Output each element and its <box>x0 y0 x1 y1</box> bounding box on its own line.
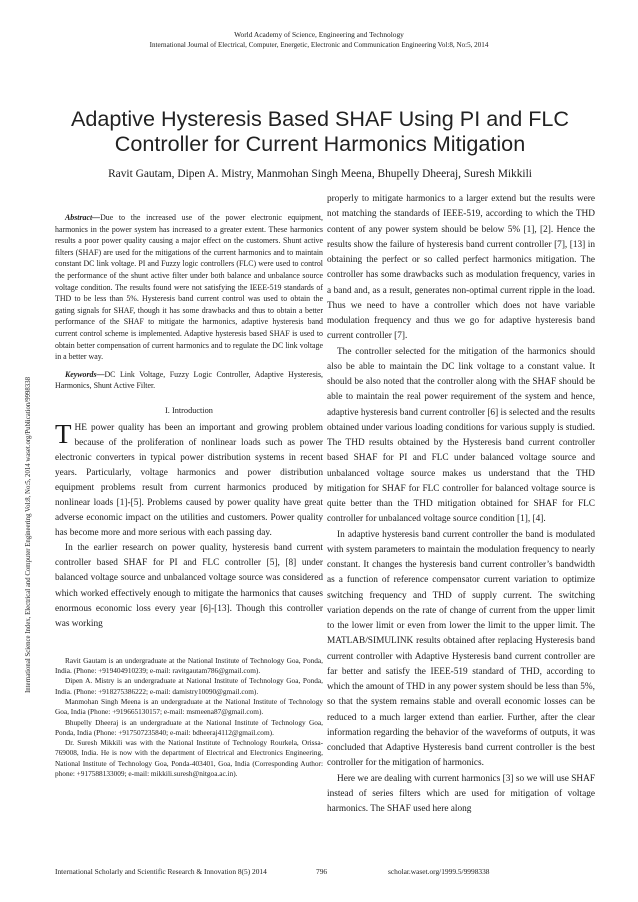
footnote: Dr. Suresh Mikkili was with the National Institute of Technology Rourkela, Orissa-769008, India. He is now with the department of Electrical and Electronics Engineering, National Institute of Technology Goa, Ponda-403401, Goa, India (Corresponding Author: phone: +917588133009; e-mail: mikkili.suresh@nitgoa.ac.in). <box>55 738 323 779</box>
footnote: Manmohan Singh Meena is an undergraduate at the National Institute of Technology Goa, India (Phone: +919665130157; e-mail: msmeena87@gmail.com). <box>55 697 323 717</box>
abstract <box>55 212 323 363</box>
left-column <box>55 200 323 779</box>
keywords <box>55 369 323 392</box>
right-paragraph: properly to mitigate harmonics to a larger extend but the results were not matching the standards of IEEE-519, according to which the THD content of any power system should be below 5% [1], [2]. Hence the results show the failure of hysteresis band current controller [7], [13] in obtaining the perfect or so called perfect harmonics mitigation. The controller has some drawbacks such as modulation frequency, varies in a band and, as a result, generates non-optimal current ripple in the load. Thus we need to have a controller which does not have variable modulation frequency and thus we go for adaptive hysteresis band current controller [7]. <box>327 194 595 342</box>
paper-title: Adaptive Hysteresis Based SHAF Using PI and FLC Controller for Current Harmonics Mitigation <box>70 106 570 156</box>
drop-cap: T <box>55 418 72 449</box>
footnote: Dipen A. Mistry is an undergraduate at National Institute of Technology Goa, Ponda, India. (Phone: +918275386222; e-mail: damistry10090@gmail.com). <box>55 676 323 696</box>
section-heading-introduction: I. Introduction <box>165 405 213 415</box>
intro-paragraph-1-text: HE power quality has been an important and growing problem because of the proliferation of nonlinear loads such as power electronic converters in typical power distribution systems in recent years. Particularly, voltage harmonics and power distribution equipment problems result from current harmonics produced by nonlinear loads [1]-[5]. Problems caused by power quality have great adverse economic impact on the utilities and customers. Power quality has become more and more serious with each passing day. <box>55 422 323 539</box>
sidebar-citation: International Science Index, Electrical and Computer Engineering Vol:8, No:5, 2014 waset.org/Publication/9998338 <box>25 377 32 693</box>
footer-journal: International Scholarly and Scientific Research & Innovation 8(5) 2014 <box>55 867 267 876</box>
author-footnotes <box>55 656 323 780</box>
page-number: 796 <box>316 867 328 876</box>
journal-header-line2: International Journal of Electrical, Computer, Energetic, Electronic and Communication Engineering Vol:8, No:5, 2014 <box>149 41 489 49</box>
right-paragraph: The controller selected for the mitigation of the harmonics should also be able to maintain the DC link voltage to a constant value. It should be also noted that the controller along with the SHAF should be able to maintain the real power requirement of the system and hence, adaptive hysteresis band current controller [6] is selected and the results obtained under various loading conditions for various supply is studied. The THD results obtained by the Hysteresis band current controller based SHAF for PI and FLC under balanced voltage source and unbalanced voltage source makes us understand that the THD mitigation for SHAF for FLC controller for balanced voltage source is quite better than the THD mitigation obtained for SHAF for FLC controller for unbalanced voltage source condition [1], [4]. <box>327 346 595 525</box>
right-column <box>327 192 595 817</box>
keywords-label: Keywords— <box>65 369 105 379</box>
keywords-text: DC Link Voltage, Fuzzy Logic Controller, Adaptive Hysteresis, Harmonics, Shunt Active Filter. <box>55 369 323 391</box>
journal-header-line1: World Academy of Science, Engineering and Technology <box>234 30 404 39</box>
footnote: Bhupelly Dheeraj is an undergraduate at the National Institute of Technology Goa, Ponda, India (Phone: +917507235840; e-mail: bdheeraj4112@gmail.com). <box>55 717 323 737</box>
footnote: Ravit Gautam is an undergraduate at the National Institute of Technology Goa, Ponda, India. (Phone: +919404910239; e-mail: ravitgautam786@gmail.com). <box>55 655 323 676</box>
intro-paragraph-1 <box>55 418 323 542</box>
abstract-text: Due to the increased use of the power electronic equipment, harmonics in the power system has increased to a greater extent. These harmonics results a poor power quality causing a major effect on the customers. Shunt active filters (SHAF) are used for the mitigations of the current harmonics and to maintain constant DC link voltage. PI and Fuzzy logic controllers (FLC) were used to control the performance of the shunt active filter under both balance and unbalance source voltage condition. The results found were not satisfying the IEEE-519 standards of THD to be less than 5%. Hysteresis band current control was used to obtain the gating signals for SHAF, though it has some drawbacks and thus to obtain a better performance of the SHAF to mitigate the harmonics, adaptive hysteresis band current control scheme is implemented. Adaptive hysteresis based SHAF is used to obtain better compensation of current harmonics and to regulate the DC link voltage in a better way. <box>55 213 323 362</box>
author-list: Ravit Gautam, Dipen A. Mistry, Manmohan Singh Meena, Bhupelly Dheeraj, Suresh Mikkili <box>108 168 532 180</box>
right-paragraph: In adaptive hysteresis band current controller the band is modulated with system parameters to maintain the modulation frequency to nearly constant. It changes the hysteresis band current controller’s bandwidth as a function of reference compensator current variation to optimize switching frequency and THD of supply current. The switching variation depends on the rate of change of current from the upper limit to the lower limit or even from lower the limit to the upper limit. The MATLAB/SIMULINK results obtained after replacing Hysteresis band current controller with Adaptive Hysteresis band current controller are far better and satisfy the IEEE-519 standard of THD, according to which the amount of THD in any power system should be less than 5%, so that the system remains stable and overall economic losses can be reduced to a much larger extend than earlier. Further, after the clear information regarding the behavior of the waveforms of outputs, it was concluded that Adaptive Hysteresis band current controller is the best controller for the mitigation of harmonics. <box>327 529 595 769</box>
abstract-label: Abstract— <box>65 213 101 222</box>
intro-paragraph-2: In the earlier research on power quality, hysteresis band current controller based SHAF for PI and FLC controller [5], [8] under balanced voltage source and unbalanced voltage source was considered which worked effectively enough to mitigate the harmonics that causes enormous economic loss every year [6]-[13]. Though this controller was working <box>55 543 323 629</box>
right-paragraph: Here we are dealing with current harmonics [3] so we will use SHAF instead of series filters which are used for mitigation of voltage harmonics. The SHAF used here along <box>327 773 595 814</box>
footer-url: scholar.waset.org/1999.5/9998338 <box>388 867 490 876</box>
